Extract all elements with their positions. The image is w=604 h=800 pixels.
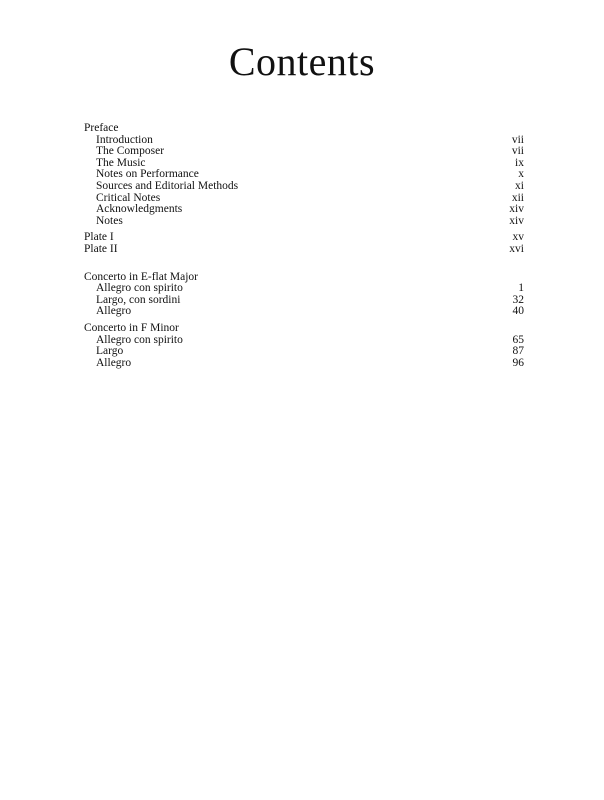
toc-entry xyxy=(84,306,524,318)
toc-entry-page: 40 xyxy=(512,305,524,318)
toc-entry-label: Allegro con spirito xyxy=(96,282,183,295)
toc-entry-page: xiv xyxy=(509,203,524,216)
toc-entry xyxy=(84,181,524,193)
toc-entry-page: xii xyxy=(511,191,524,204)
toc-entry-label: Acknowledgments xyxy=(96,203,183,216)
toc-entry xyxy=(84,204,524,216)
toc-entry-page: xi xyxy=(515,179,524,192)
toc-entry-label: Notes xyxy=(96,214,123,227)
toc-entry-label: The Music xyxy=(96,156,146,169)
toc-entry-label: Allegro xyxy=(96,356,132,369)
page-title: Contents xyxy=(228,39,376,84)
toc-heading-label: Concerto in E-flat Major xyxy=(84,270,199,283)
toc-entry-label: Plate I xyxy=(84,231,114,244)
toc-entry xyxy=(84,146,524,158)
toc-entry xyxy=(84,283,524,295)
toc-section-plates xyxy=(84,232,524,255)
toc-entry-label: Critical Notes xyxy=(96,191,161,204)
toc-entry xyxy=(84,295,524,307)
toc-entry xyxy=(84,358,524,370)
toc-heading-label: Preface xyxy=(84,122,119,134)
toc-entry xyxy=(84,346,524,358)
toc-entry-page: 96 xyxy=(512,356,524,369)
toc-entry xyxy=(84,244,524,256)
toc-entry-label: The Composer xyxy=(96,145,165,158)
toc-entry-label: Sources and Editorial Methods xyxy=(96,179,239,192)
toc-entry-label: Largo xyxy=(96,345,124,358)
table-of-contents xyxy=(84,123,524,374)
spacer xyxy=(84,261,524,272)
toc-heading-label: Concerto in F Minor xyxy=(84,321,179,334)
toc-entry-label: Introduction xyxy=(96,133,153,146)
toc-entry-page: 1 xyxy=(518,282,524,295)
toc-entry-label: Plate II xyxy=(84,242,118,255)
toc-entry-label: Allegro con spirito xyxy=(96,333,183,346)
toc-entry-page: 32 xyxy=(512,293,524,306)
toc-entry-page: 87 xyxy=(512,345,524,358)
toc-entry-label: Notes on Performance xyxy=(96,168,199,181)
toc-entry xyxy=(84,335,524,347)
toc-entry-page: xv xyxy=(512,231,524,244)
toc-entry-page: ix xyxy=(515,156,524,169)
toc-heading xyxy=(84,123,524,135)
toc-entry-page: 65 xyxy=(512,333,524,346)
toc-entry xyxy=(84,232,524,244)
toc-entry-page: vii xyxy=(511,133,524,146)
toc-section-concerto-f-minor xyxy=(84,323,524,369)
toc-entry-label: Largo, con sordini xyxy=(96,293,181,306)
toc-entry-page: vii xyxy=(511,145,524,158)
toc-entry-page: x xyxy=(518,168,524,181)
toc-section-preface xyxy=(84,123,524,227)
toc-entry-page: xiv xyxy=(509,214,524,227)
toc-section-concerto-e-flat xyxy=(84,272,524,318)
toc-entry-label: Allegro xyxy=(96,305,132,318)
toc-heading xyxy=(84,323,524,335)
toc-entry xyxy=(84,216,524,228)
toc-entry-page: xvi xyxy=(509,242,524,255)
